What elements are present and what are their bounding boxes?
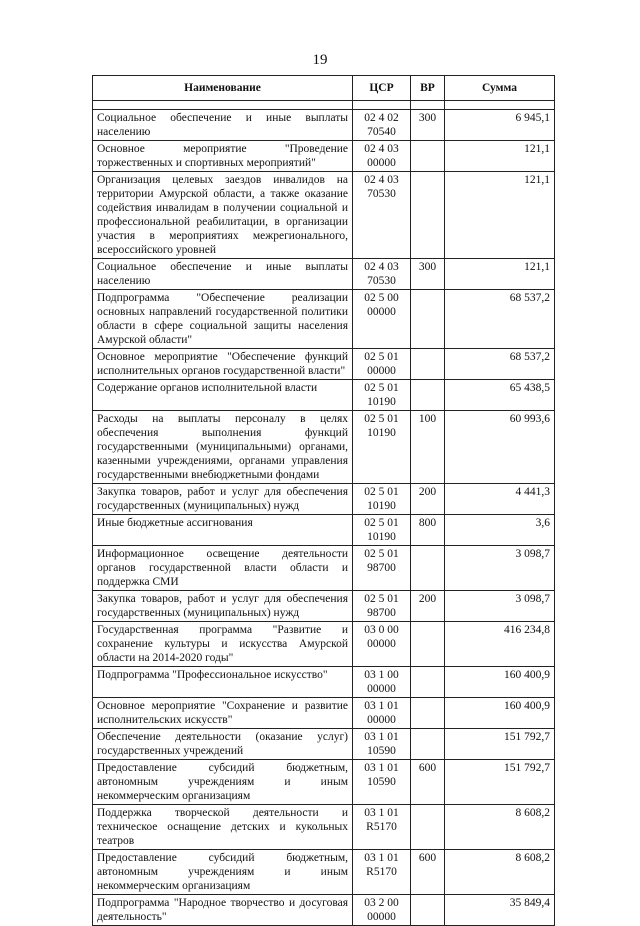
cell-sum: 60 993,6 <box>445 411 555 484</box>
cell-csr: 03 1 01 10590 <box>353 760 411 805</box>
cell-sum: 68 537,2 <box>445 290 555 349</box>
cell-name: Поддержка творческой деятельности и техническое оснащение детских и кукольных театров <box>93 805 353 850</box>
cell-name: Социальное обеспечение и иные выплаты населению <box>93 110 353 141</box>
table-row <box>93 698 555 729</box>
cell-sum: 3 098,7 <box>445 546 555 591</box>
cell-sum: 121,1 <box>445 172 555 259</box>
table-row <box>93 805 555 850</box>
table-row <box>93 622 555 667</box>
cell-name: Содержание органов исполнительной власти <box>93 380 353 411</box>
table-row <box>93 667 555 698</box>
table-row <box>93 380 555 411</box>
table-row <box>93 141 555 172</box>
table-row <box>93 411 555 484</box>
table-spacer-row <box>93 101 555 110</box>
table-row <box>93 895 555 926</box>
cell-sum: 160 400,9 <box>445 698 555 729</box>
cell-vr: 200 <box>411 591 445 622</box>
table-row <box>93 484 555 515</box>
cell-name: Подпрограмма "Народное творчество и досуговая деятельность" <box>93 895 353 926</box>
table-header-row <box>93 76 555 101</box>
table-row <box>93 290 555 349</box>
cell-csr: 02 5 01 10190 <box>353 411 411 484</box>
cell-vr <box>411 172 445 259</box>
page-number: 19 <box>312 52 328 68</box>
cell-csr: 02 4 02 70540 <box>353 110 411 141</box>
cell-vr <box>411 667 445 698</box>
cell-sum: 151 792,7 <box>445 760 555 805</box>
cell-sum: 3,6 <box>445 515 555 546</box>
cell-vr <box>411 380 445 411</box>
cell-vr: 300 <box>411 110 445 141</box>
table-row <box>93 172 555 259</box>
table-row <box>93 729 555 760</box>
cell-csr: 02 5 01 98700 <box>353 591 411 622</box>
cell-name: Основное мероприятие "Обеспечение функций исполнительных органов государственной власти" <box>93 349 353 380</box>
cell-vr <box>411 349 445 380</box>
table-row <box>93 546 555 591</box>
cell-vr <box>411 805 445 850</box>
cell-name: Иные бюджетные ассигнования <box>93 515 353 546</box>
cell-name: Закупка товаров, работ и услуг для обеспечения государственных (муниципальных) нужд <box>93 484 353 515</box>
cell-name: Социальное обеспечение и иные выплаты населению <box>93 259 353 290</box>
cell-name: Государственная программа "Развитие и сохранение культуры и искусства Амурской области на 2014-2020 годы" <box>93 622 353 667</box>
cell-csr: 03 1 00 00000 <box>353 667 411 698</box>
cell-name: Предоставление субсидий бюджетным, автономным учреждениям и иным некоммерческим организациям <box>93 850 353 895</box>
cell-csr: 03 1 01 R5170 <box>353 805 411 850</box>
cell-sum: 416 234,8 <box>445 622 555 667</box>
cell-name: Расходы на выплаты персоналу в целях обеспечения выполнения функций государственными (муниципальными) органами, казенными учреждениями, органами управления государственными внебюджетными фондами <box>93 411 353 484</box>
cell-csr: 03 0 00 00000 <box>353 622 411 667</box>
cell-name: Основное мероприятие "Проведение торжественных и спортивных мероприятий" <box>93 141 353 172</box>
cell-vr: 800 <box>411 515 445 546</box>
cell-sum: 8 608,2 <box>445 850 555 895</box>
header-vr: ВР <box>411 76 445 101</box>
cell-vr <box>411 895 445 926</box>
cell-csr: 02 5 00 00000 <box>353 290 411 349</box>
cell-vr: 100 <box>411 411 445 484</box>
cell-name: Информационное освещение деятельности органов государственной власти области и поддержка СМИ <box>93 546 353 591</box>
cell-vr <box>411 698 445 729</box>
cell-name: Обеспечение деятельности (оказание услуг) государственных учреждений <box>93 729 353 760</box>
cell-sum: 121,1 <box>445 141 555 172</box>
table-body <box>93 101 555 926</box>
cell-vr <box>411 290 445 349</box>
cell-sum: 121,1 <box>445 259 555 290</box>
table-row <box>93 515 555 546</box>
cell-csr: 03 1 01 R5170 <box>353 850 411 895</box>
cell-name: Организация целевых заездов инвалидов на территории Амурской области, а также оказание содействия инвалидам в получении социальной и профессиональной реабилитации, в организации участия в мероприятиях межрегионального, всероссийского уровней <box>93 172 353 259</box>
cell-csr: 02 5 01 10190 <box>353 380 411 411</box>
cell-csr: 02 5 01 10190 <box>353 484 411 515</box>
cell-vr: 300 <box>411 259 445 290</box>
cell-sum: 68 537,2 <box>445 349 555 380</box>
cell-sum: 160 400,9 <box>445 667 555 698</box>
cell-vr: 600 <box>411 850 445 895</box>
cell-csr: 02 5 01 98700 <box>353 546 411 591</box>
cell-sum: 8 608,2 <box>445 805 555 850</box>
cell-vr: 200 <box>411 484 445 515</box>
cell-name: Подпрограмма "Обеспечение реализации основных направлений государственной политики области в сфере социальной защиты населения Амурской области" <box>93 290 353 349</box>
cell-csr: 03 1 01 10590 <box>353 729 411 760</box>
header-csr: ЦСР <box>353 76 411 101</box>
table-row <box>93 110 555 141</box>
cell-vr <box>411 141 445 172</box>
cell-name: Подпрограмма "Профессиональное искусство" <box>93 667 353 698</box>
cell-sum: 6 945,1 <box>445 110 555 141</box>
cell-sum: 4 441,3 <box>445 484 555 515</box>
cell-name: Закупка товаров, работ и услуг для обеспечения государственных (муниципальных) нужд <box>93 591 353 622</box>
header-name: Наименование <box>93 76 353 101</box>
table-row <box>93 259 555 290</box>
cell-sum: 65 438,5 <box>445 380 555 411</box>
cell-sum: 35 849,4 <box>445 895 555 926</box>
header-sum: Сумма <box>445 76 555 101</box>
table-row <box>93 850 555 895</box>
cell-csr: 02 4 03 00000 <box>353 141 411 172</box>
cell-name: Предоставление субсидий бюджетным, автономным учреждениям и иным некоммерческим организациям <box>93 760 353 805</box>
cell-csr: 02 5 01 10190 <box>353 515 411 546</box>
cell-vr <box>411 729 445 760</box>
budget-table <box>92 75 555 926</box>
cell-csr: 03 1 01 00000 <box>353 698 411 729</box>
cell-vr <box>411 546 445 591</box>
cell-csr: 03 2 00 00000 <box>353 895 411 926</box>
cell-csr: 02 5 01 00000 <box>353 349 411 380</box>
table-row <box>93 349 555 380</box>
table-row <box>93 591 555 622</box>
cell-csr: 02 4 03 70530 <box>353 259 411 290</box>
cell-vr <box>411 622 445 667</box>
cell-sum: 151 792,7 <box>445 729 555 760</box>
table-row <box>93 760 555 805</box>
cell-sum: 3 098,7 <box>445 591 555 622</box>
cell-name: Основное мероприятие "Сохранение и развитие исполнительских искусств" <box>93 698 353 729</box>
cell-vr: 600 <box>411 760 445 805</box>
cell-csr: 02 4 03 70530 <box>353 172 411 259</box>
